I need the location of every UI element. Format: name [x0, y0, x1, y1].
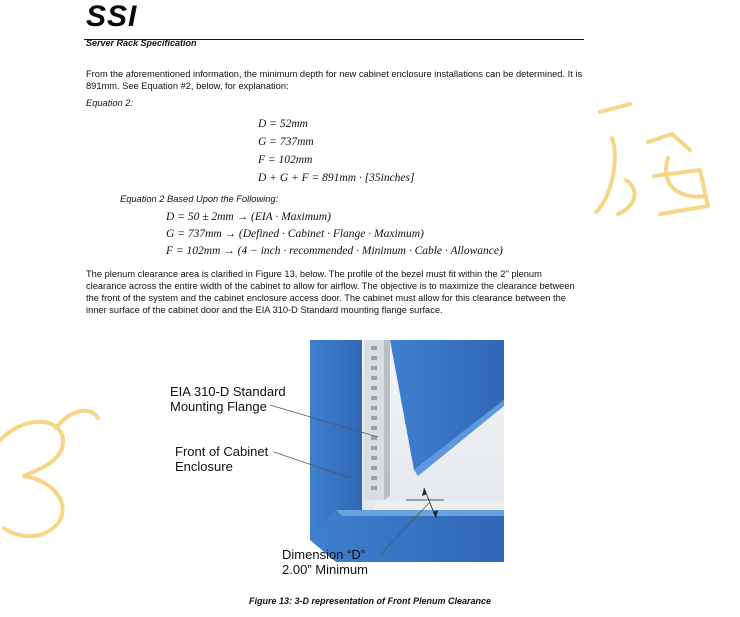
logo: SSI: [86, 0, 138, 33]
equation-line: G = 737mm: [258, 136, 314, 148]
figure-caption: Figure 13: 3-D representation of Front Plenum Clearance: [248, 596, 492, 606]
label-dimension-d: Dimension “D” 2.00” Minimum: [282, 547, 368, 577]
equation-line: F = 102mm: [258, 154, 313, 166]
document-subtitle: Server Rack Specification: [86, 38, 197, 48]
plenum-paragraph: The plenum clearance area is clarified in Figure 13, below. The profile of the bezel must fit within the 2" plenum clearance across the entire width of the cabinet to allow for airflow. The objective is to maximize the clearance between the front of the system and the cabinet enclosure access door. The cabinet must allow for this clearance between the inner surface of the cabinet door and the EIA 310-D Standard mounting flange surface.: [86, 269, 575, 315]
label-front-of-cabinet: Front of Cabinet Enclosure: [175, 444, 269, 474]
label-mounting-flange: EIA 310-D Standard Mounting Flange: [170, 384, 286, 414]
equation-line: D + G + F = 891mm · [35inches]: [258, 172, 415, 184]
equation-basis-line: F = 102mm → (4 − inch · recommended · Minimum · Cable · Allowance): [166, 245, 503, 257]
equation-basis-line: D = 50 ± 2mm → (EIA · Maximum): [166, 211, 331, 223]
intro-paragraph: From the aforementioned information, the minimum depth for new cabinet enclosure installations can be determined. It is 891mm. See Equation #2, below, for explanation:: [86, 69, 583, 91]
equation-basis-line: G = 737mm → (Defined · Cabinet · Flange · Maximum): [166, 228, 424, 240]
equation-basis-label: Equation 2 Based Upon the Following:: [120, 194, 279, 204]
equation-line: D = 52mm: [258, 118, 308, 130]
equation-2-label: Equation 2:: [86, 98, 134, 108]
